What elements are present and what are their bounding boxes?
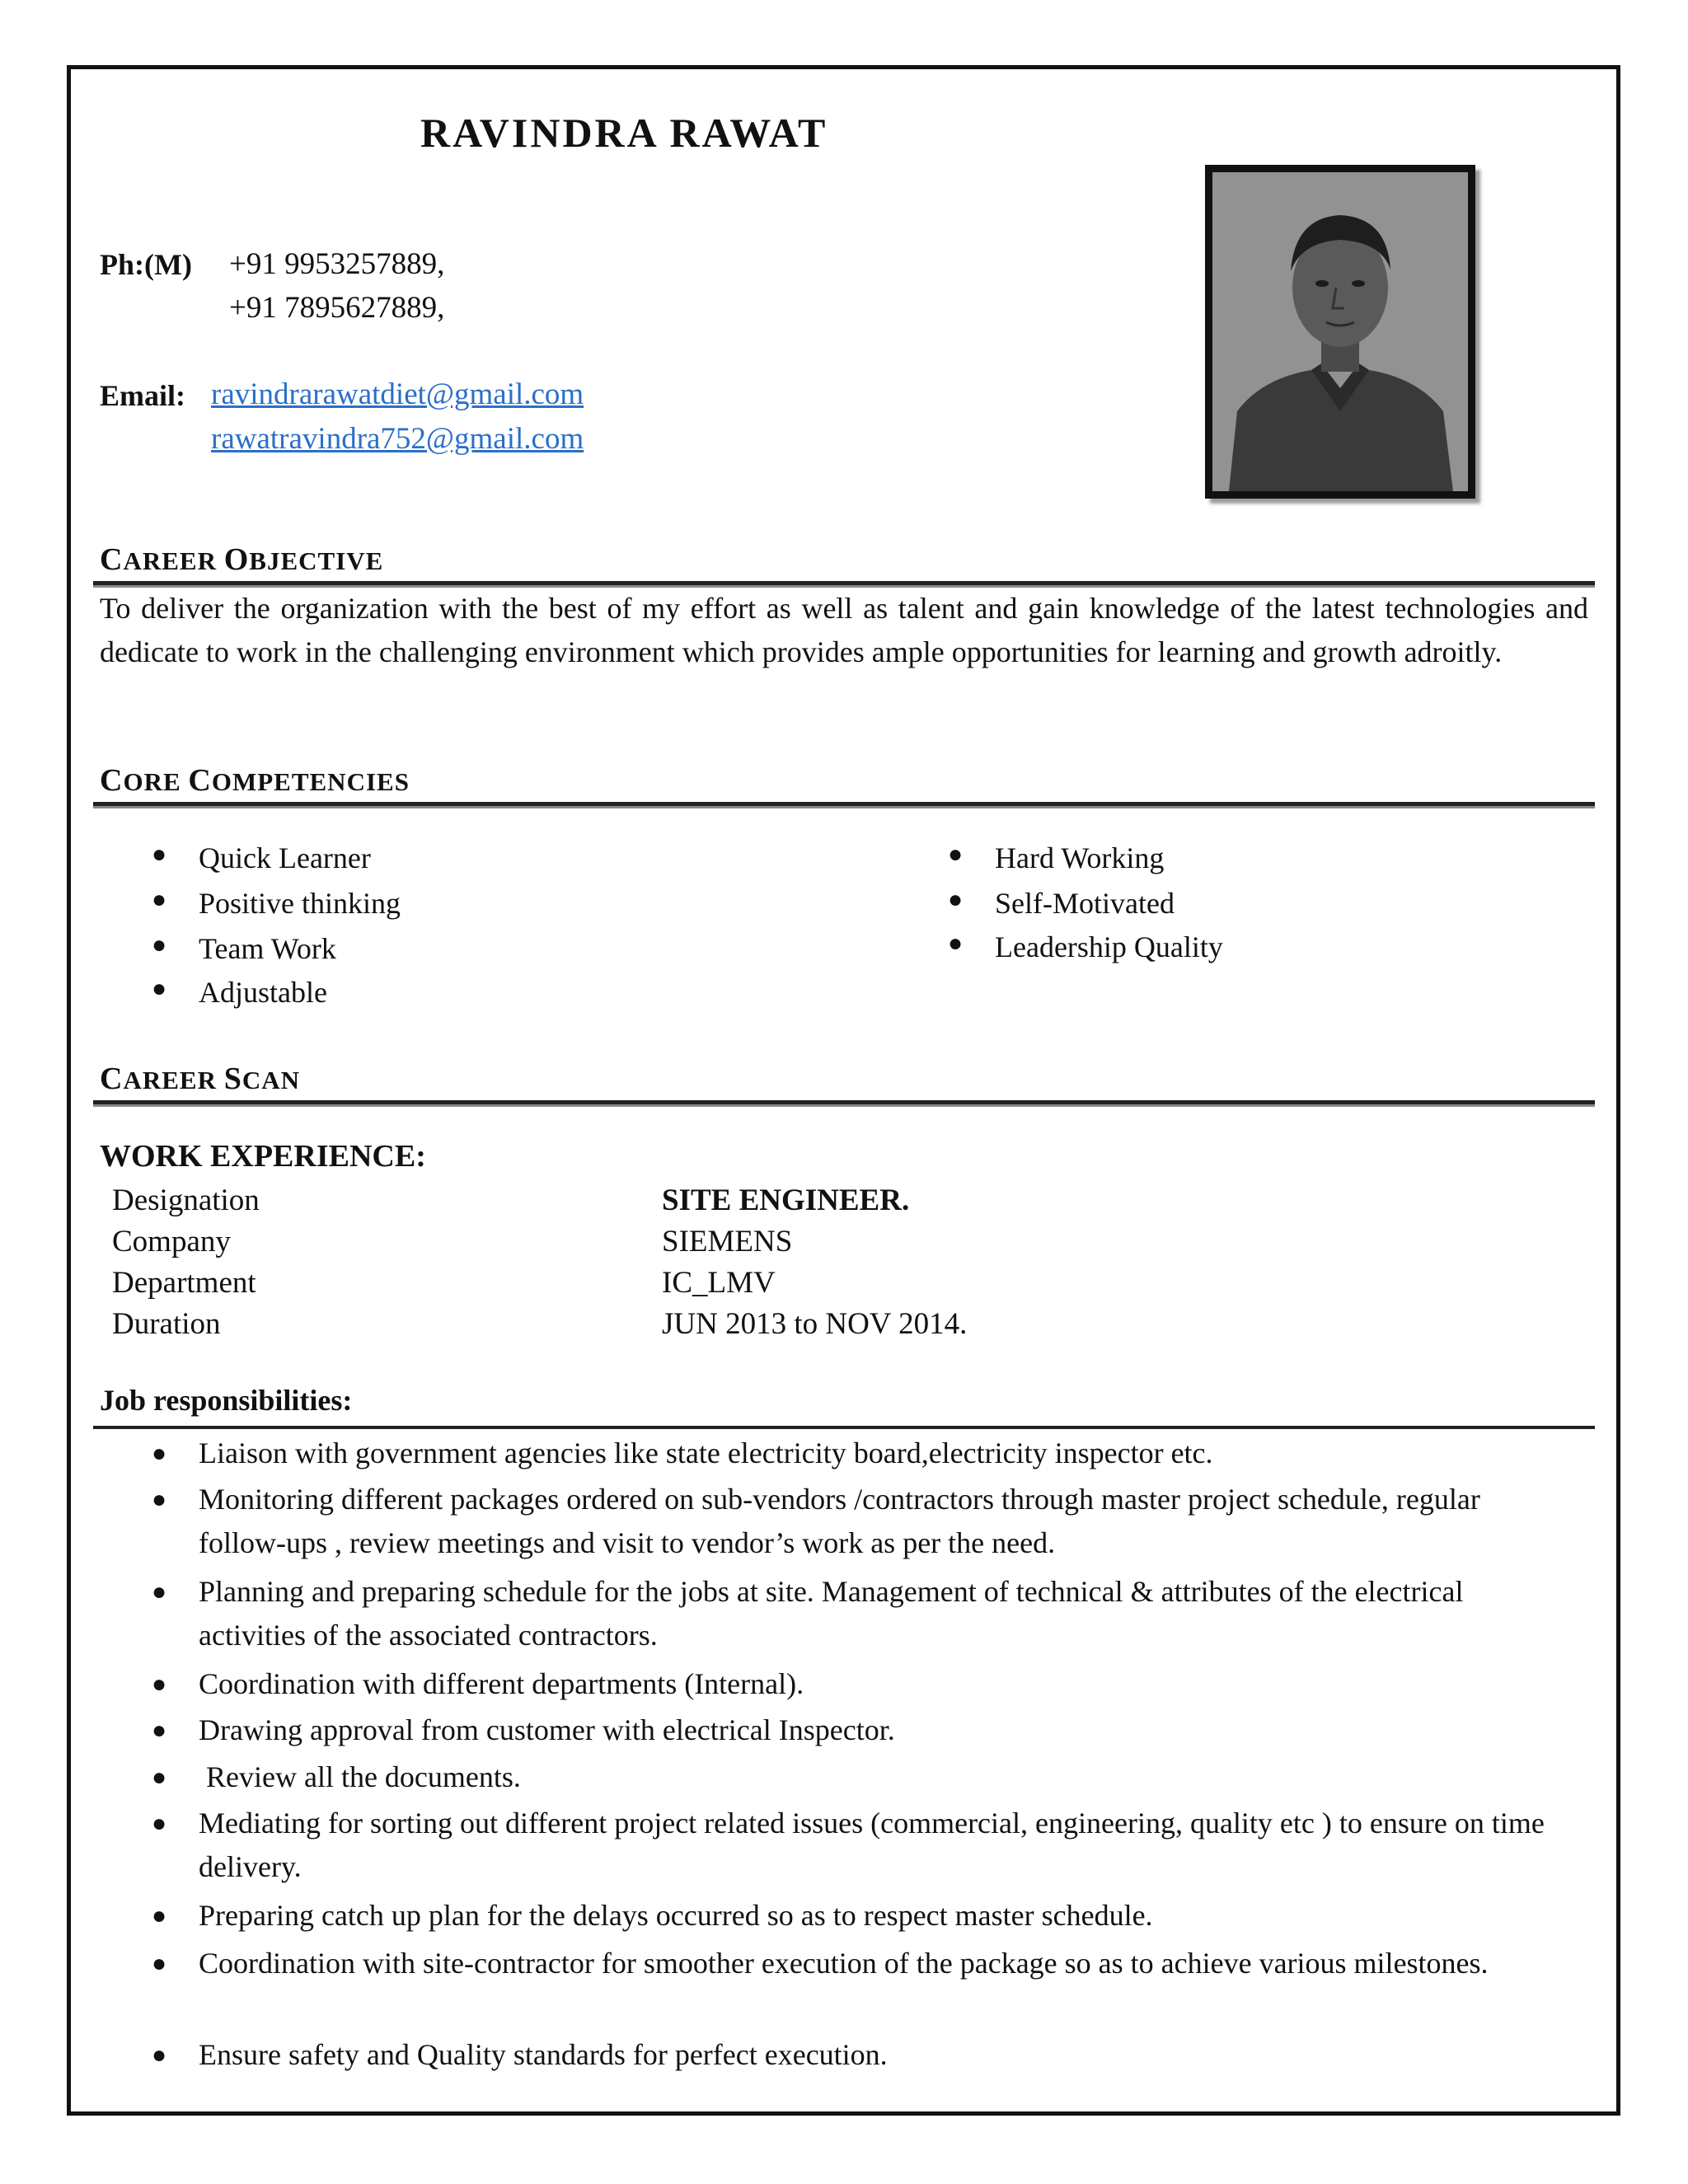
list-item: ● Self-Motivated <box>948 886 1175 920</box>
bullet-icon: ● <box>152 2041 167 2069</box>
duration-label: Duration <box>112 1307 221 1341</box>
bullet-icon: ● <box>948 930 964 957</box>
list-item: ● Leadership Quality <box>948 930 1223 963</box>
email-link-2[interactable]: rawatravindra752@gmail.com <box>211 422 584 456</box>
company-value: SIEMENS <box>662 1225 793 1258</box>
list-item: ● Review all the documents. <box>199 1755 1559 1799</box>
phone-number-2: +91 7895627889, <box>229 291 445 325</box>
core-competencies-heading: CORE COMPETENCIES <box>100 763 410 798</box>
company-label: Company <box>112 1225 231 1258</box>
profile-photo-illustration <box>1212 172 1468 491</box>
bullet-icon: ● <box>152 1578 167 1605</box>
bullet-icon: ● <box>152 1810 167 1837</box>
bullet-icon: ● <box>152 886 167 913</box>
designation-value: SITE ENGINEER. <box>662 1183 910 1217</box>
email-link-1[interactable]: ravindrarawatdiet@gmail.com <box>211 377 584 411</box>
bullet-icon: ● <box>152 1764 167 1791</box>
list-item: ● Mediating for sorting out different project related issues (commercial, engineering, quality etc ) to ensure on time delivery. <box>199 1802 1559 1889</box>
phone-label: Ph:(M) <box>100 248 192 281</box>
list-item: ● Adjustable <box>152 975 327 1009</box>
bullet-icon: ● <box>948 841 964 868</box>
list-item: ● Positive thinking <box>152 886 401 920</box>
bullet-icon: ● <box>948 886 964 913</box>
list-item: ● Drawing approval from customer with electrical Inspector. <box>199 1708 1559 1752</box>
career-scan-divider <box>93 1100 1595 1104</box>
bullet-icon: ● <box>152 931 167 958</box>
email-label: Email: <box>100 379 185 412</box>
candidate-name: RAVINDRA RAWAT <box>420 110 828 156</box>
bullet-icon: ● <box>152 1440 167 1467</box>
bullet-icon: ● <box>152 1671 167 1698</box>
career-scan-heading: CAREER SCAN <box>100 1062 301 1096</box>
job-responsibilities-divider <box>93 1426 1595 1429</box>
career-objective-heading: CAREER OBJECTIVE <box>100 542 384 577</box>
list-item: ● Hard Working <box>948 841 1165 874</box>
list-item: ● Liaison with government agencies like state electricity board,electricity inspector etc. <box>199 1432 1559 1475</box>
bullet-icon: ● <box>152 1902 167 1929</box>
list-item: ● Monitoring different packages ordered on sub-vendors /contractors through master project schedule, regular follow-ups , review meetings and visit to vendor’s work as per the need. <box>199 1478 1559 1565</box>
career-objective-divider <box>93 581 1595 585</box>
bullet-icon: ● <box>152 1717 167 1744</box>
job-responsibilities-title: Job responsibilities: <box>100 1384 353 1417</box>
list-item: ● Coordination with different departments (Internal). <box>199 1662 1559 1706</box>
career-objective-text: To deliver the organization with the best of my effort as well as talent and gain knowledge of the latest technologies and dedicate to work in the challenging environment which provides ample opportunities for learning and growth adroitly. <box>100 592 1588 668</box>
duration-value: JUN 2013 to NOV 2014. <box>662 1307 968 1341</box>
bullet-icon: ● <box>152 841 167 868</box>
list-item: ● Team Work <box>152 931 336 965</box>
bullet-icon: ● <box>152 1486 167 1513</box>
department-value: IC_LMV <box>662 1266 776 1300</box>
list-item: ● Planning and preparing schedule for the jobs at site. Management of technical & attributes of the electrical activities of the associated contractors. <box>199 1570 1559 1657</box>
list-item: ● Ensure safety and Quality standards for perfect execution. <box>199 2033 1559 2077</box>
department-label: Department <box>112 1266 256 1300</box>
bullet-icon: ● <box>152 975 167 1002</box>
list-item: ● Coordination with site-contractor for smoother execution of the package so as to achieve various milestones. <box>199 1942 1559 1985</box>
designation-label: Designation <box>112 1183 260 1217</box>
phone-number-1: +91 9953257889, <box>229 247 445 281</box>
core-competencies-divider <box>93 802 1595 806</box>
bullet-icon: ● <box>152 1950 167 1977</box>
list-item: ● Preparing catch up plan for the delays occurred so as to respect master schedule. <box>199 1894 1559 1938</box>
work-experience-title: WORK EXPERIENCE: <box>100 1139 426 1174</box>
list-item: ● Quick Learner <box>152 841 371 874</box>
profile-photo <box>1205 165 1475 499</box>
